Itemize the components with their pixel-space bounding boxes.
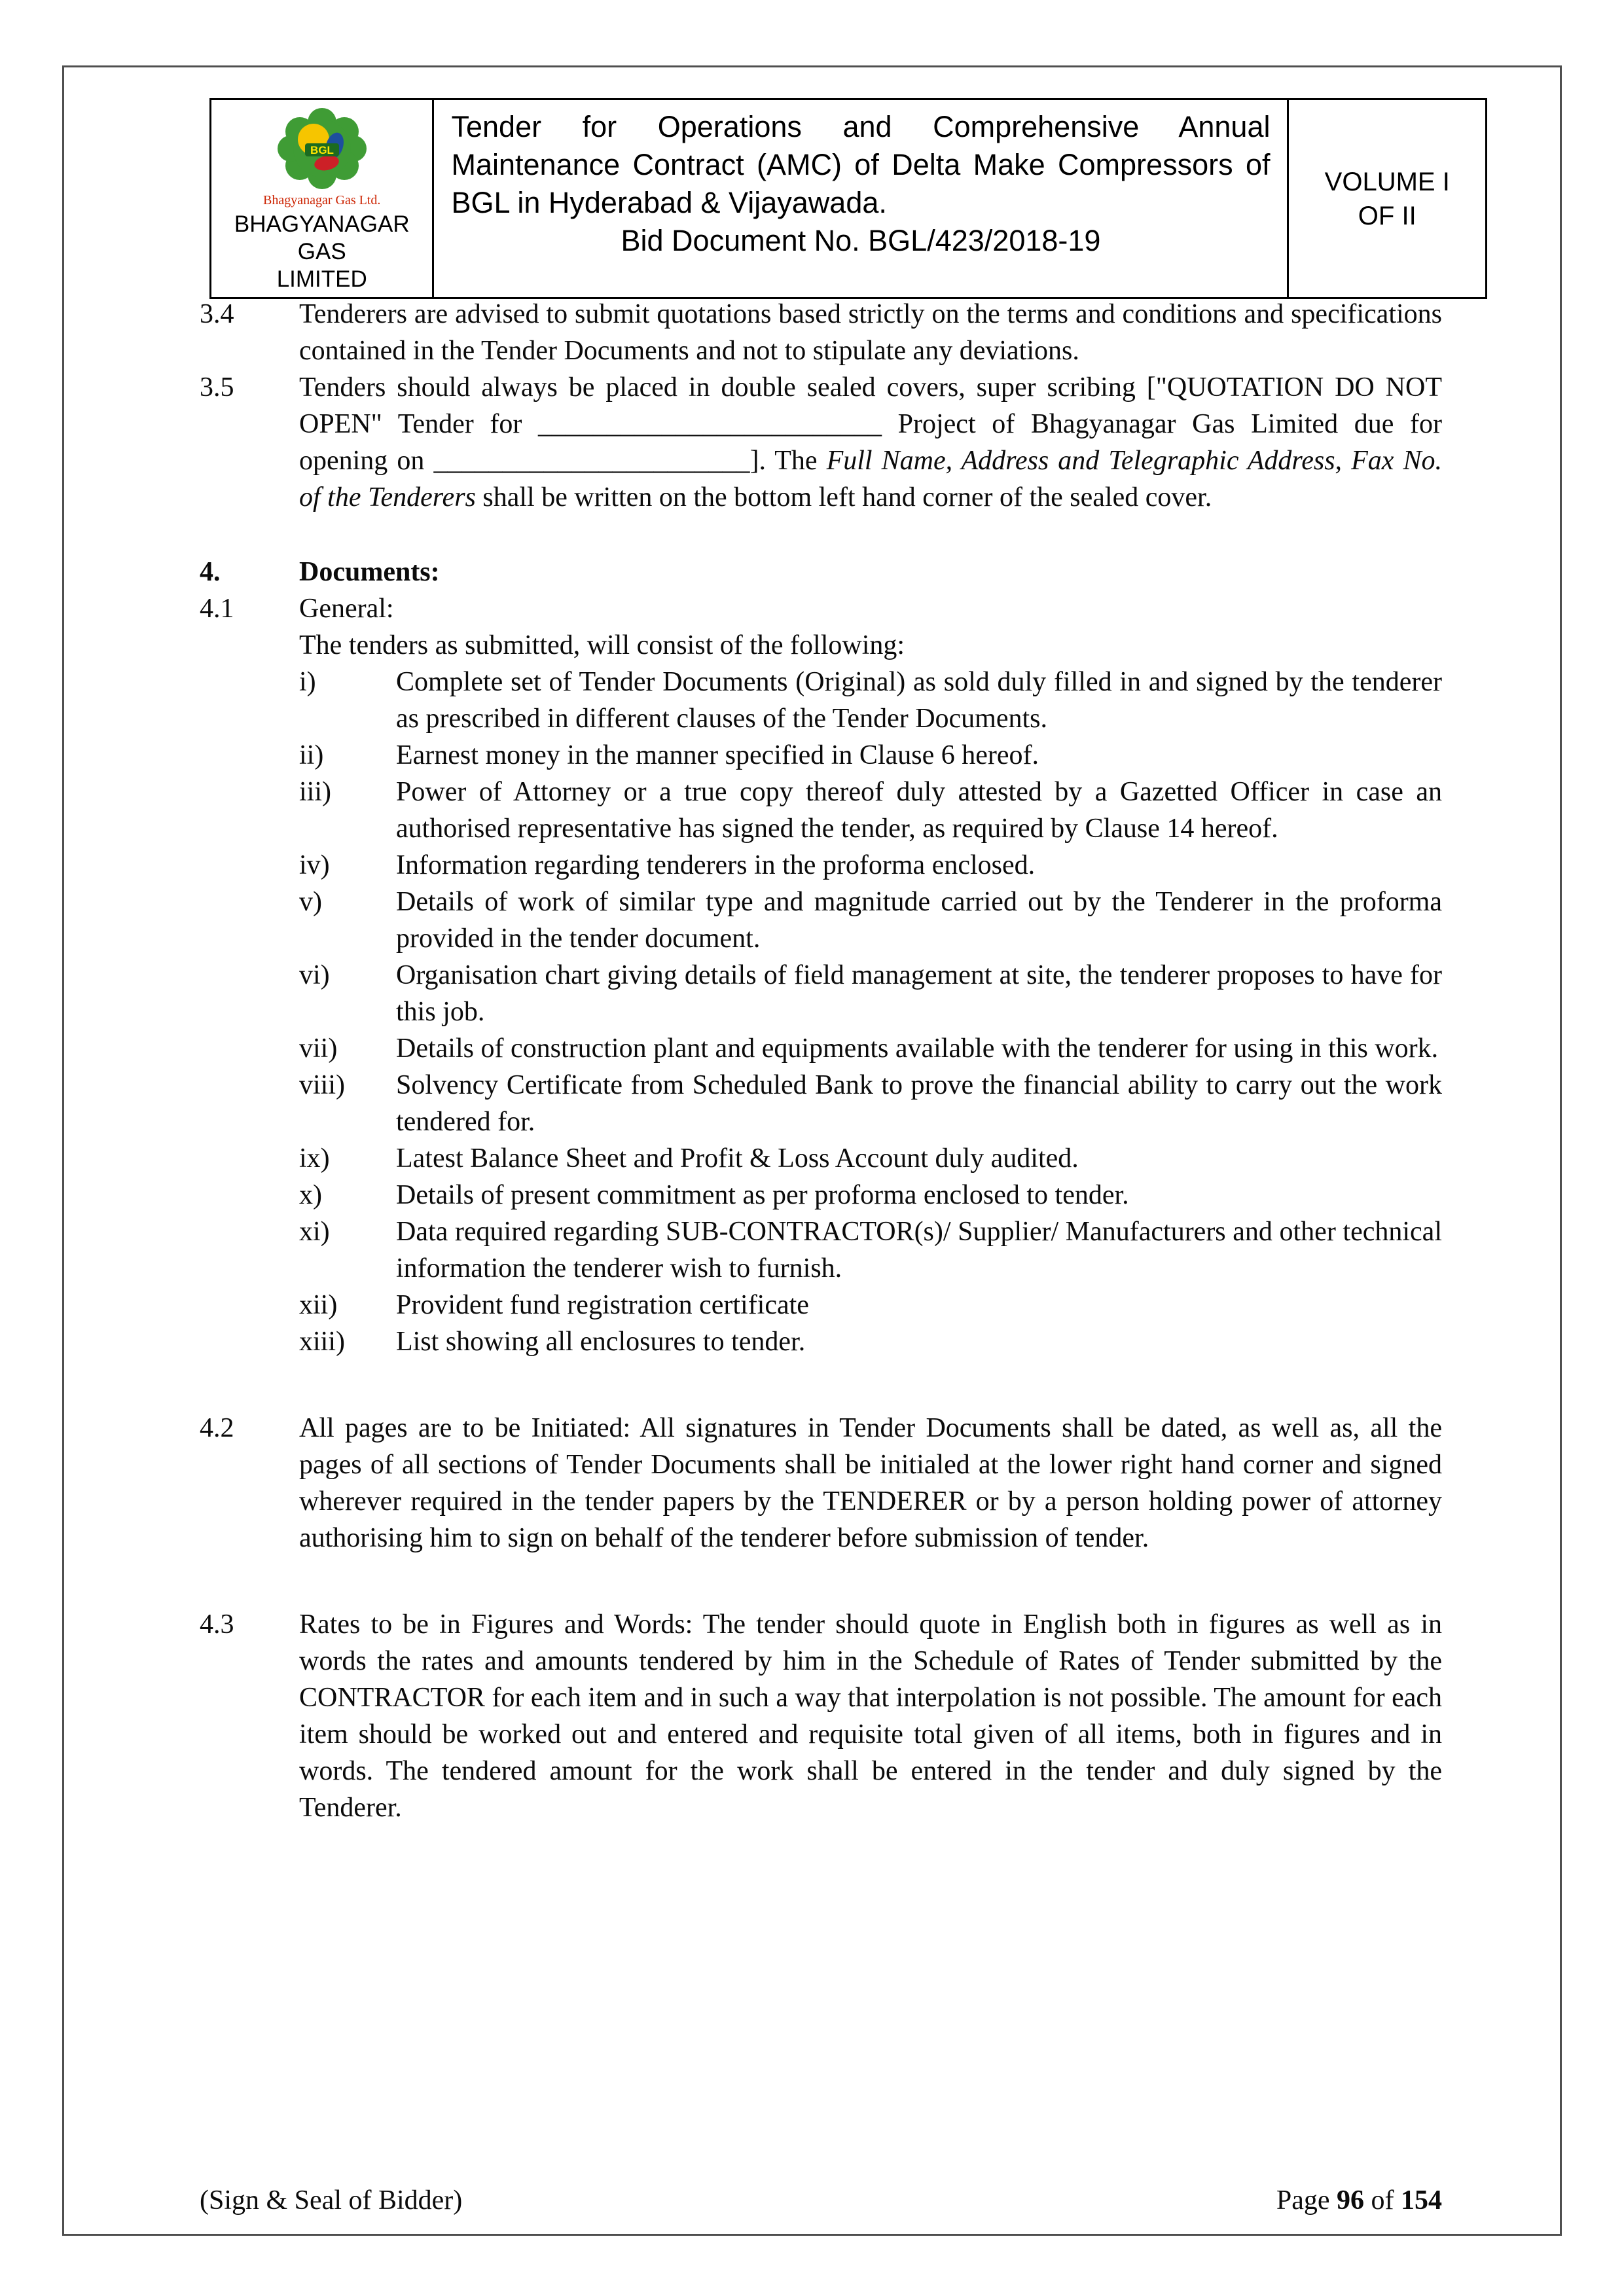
list-item-label: ii) (299, 740, 324, 770)
list-item-label: ix) (299, 1143, 330, 1174)
logo-caption: Bhagyanagar Gas Ltd. (263, 193, 381, 207)
company-name-line1: BHAGYANAGAR GAS (234, 211, 410, 264)
spacer (200, 627, 299, 664)
list-item (299, 847, 1442, 884)
logo-cell (211, 100, 434, 297)
section-text: The tenders as submitted, will consist of the following: (299, 630, 905, 660)
section-number: 4. (200, 557, 221, 587)
section-title: General: (299, 594, 394, 624)
list-item (299, 1067, 1442, 1140)
list-item-label: vi) (299, 960, 330, 990)
list-item (299, 737, 1442, 774)
section-3-4 (200, 296, 1442, 369)
bgl-badge-text: BGL (310, 144, 334, 156)
list-item (299, 884, 1442, 957)
company-name-line2: LIMITED (276, 266, 367, 292)
document-title: Tender for Operations and Comprehensive Annual Maintenance Contract (AMC) of Delta Make Compressors of BGL in Hyderabad & Vijayawada. (451, 110, 1271, 219)
list-item-text: Solvency Certificate from Scheduled Bank to prove the financial ability to carry out the work tendered for. (396, 1070, 1442, 1137)
list-item-label: i) (299, 667, 316, 697)
list-item-text: Information regarding tenderers in the proforma enclosed. (396, 850, 1036, 880)
list-item (299, 1177, 1442, 1213)
list-item-text: Complete set of Tender Documents (Original) as sold duly filled in and signed by the tenderer as prescribed in different clauses of the Tender Documents. (396, 667, 1442, 734)
bgl-logo-icon (273, 105, 371, 196)
s35-part3: ]. The (749, 446, 827, 476)
list-item-text: Details of construction plant and equipments available with the tenderer for using in this work. (396, 1033, 1439, 1064)
s35-blank2: _______________________ (433, 446, 750, 476)
section-title: Documents: (299, 557, 440, 587)
list-item (299, 1030, 1442, 1067)
list-item-text: Power of Attorney or a true copy thereof duly attested by a Gazetted Officer in case an authorised representative has signed the tender, as required by Clause 14 hereof. (396, 777, 1442, 844)
section-text: Tenderers are advised to submit quotations based strictly on the terms and conditions and specifications contained in the Tender Documents and not to stipulate any deviations. (299, 299, 1442, 366)
section-text: All pages are to be Initiated: All signatures in Tender Documents shall be dated, as well as, all the pages of all sections of Tender Documents shall be initialed at the lower right hand corner and signed wherever required in the tender papers by the TENDERER or by a person holding power of attorney authorising him to sign on behalf of the tenderer before submission of tender. (299, 1413, 1442, 1553)
section-4-1-heading (200, 590, 1442, 627)
list-item-text: Earnest money in the manner specified in Clause 6 hereof. (396, 740, 1039, 770)
bid-document-number: Bid Document No. BGL/423/2018-19 (621, 224, 1101, 257)
footer-page-indicator (1276, 2185, 1442, 2216)
s35-blank1: _________________________ (538, 409, 882, 439)
section-3-5 (200, 369, 1442, 516)
section-text: Rates to be in Figures and Words: The tender should quote in English both in figures as well as in words the rates and amounts tendered by him in the Schedule of Rates of Tender submitted by the CONTRACTOR for each item and in such a way that interpolation is not possible. The amount for each item should be worked out and entered and requisite total given of all items, both in figures and in words. The tendered amount for the work shall be entered in the tender and duly signed by the Tenderer. (299, 1609, 1442, 1823)
list-item (299, 1287, 1442, 1323)
section-number: 4.1 (200, 594, 234, 624)
list-item (299, 664, 1442, 737)
footer-sign-seal: (Sign & Seal of Bidder) (200, 2185, 463, 2215)
list-item (299, 957, 1442, 1030)
list-item-label: xi) (299, 1217, 330, 1247)
list-item-text: List showing all enclosures to tender. (396, 1327, 806, 1357)
list-item-label: vii) (299, 1033, 338, 1064)
section-text (299, 369, 1442, 516)
company-name (215, 211, 428, 293)
section-number: 4.3 (200, 1609, 234, 1640)
list-item-label: v) (299, 887, 322, 917)
list-item (299, 1140, 1442, 1177)
list-item-text: Organisation chart giving details of field management at site, the tenderer proposes to have for this job. (396, 960, 1442, 1027)
list-item (299, 1213, 1442, 1287)
list-item (299, 774, 1442, 847)
section-4-1-intro (200, 627, 1442, 664)
section-number: 4.2 (200, 1413, 234, 1443)
list-item-label: xii) (299, 1290, 338, 1320)
s35-italic-phrase: Full Name, Address and Telegraphic Address, Fax No. of the Tenderers (299, 446, 1442, 512)
list-item (299, 1323, 1442, 1360)
list-item-label: iv) (299, 850, 330, 880)
list-item-label: xiii) (299, 1327, 345, 1357)
list-item-label: viii) (299, 1070, 345, 1100)
section-number: 3.5 (200, 372, 234, 403)
title-cell (434, 100, 1289, 297)
list-item-text: Details of present commitment as per proforma enclosed to tender. (396, 1180, 1129, 1210)
page-of-word: of (1364, 2185, 1401, 2215)
document-body (200, 296, 1442, 1826)
section-number: 3.4 (200, 299, 234, 329)
volume-cell (1289, 100, 1485, 297)
list-item-label: iii) (299, 777, 331, 807)
page-word: Page (1276, 2185, 1337, 2215)
volume-line1: VOLUME I (1324, 167, 1450, 196)
list-item-text: Latest Balance Sheet and Profit & Loss Account duly audited. (396, 1143, 1079, 1174)
s35-part4: shall be written on the bottom left hand corner of the sealed cover. (475, 482, 1212, 512)
page-number: 96 (1337, 2185, 1364, 2215)
volume-line2: OF II (1358, 201, 1416, 230)
list-item-label: x) (299, 1180, 322, 1210)
tender-documents-list (299, 664, 1442, 1360)
s35-part1: Tenders should always be placed in double sealed covers, super scribing ["QUOTATION DO NOT OPEN" Tender for (299, 372, 1442, 439)
s35-part2: Project of Bhagyanagar Gas Limited due for opening on (299, 409, 1442, 476)
list-item-text: Data required regarding SUB-CONTRACTOR(s)/ Supplier/ Manufacturers and other technical information the tenderer wish to furnish. (396, 1217, 1442, 1283)
section-4-heading (200, 554, 1442, 590)
section-4-2 (200, 1410, 1442, 1556)
list-item-text: Provident fund registration certificate (396, 1290, 809, 1320)
section-4-3 (200, 1606, 1442, 1826)
page-total: 154 (1401, 2185, 1442, 2215)
page-footer (200, 2185, 1442, 2216)
header-table (209, 98, 1487, 299)
list-item-text: Details of work of similar type and magnitude carried out by the Tenderer in the proforma provided in the tender document. (396, 887, 1442, 954)
